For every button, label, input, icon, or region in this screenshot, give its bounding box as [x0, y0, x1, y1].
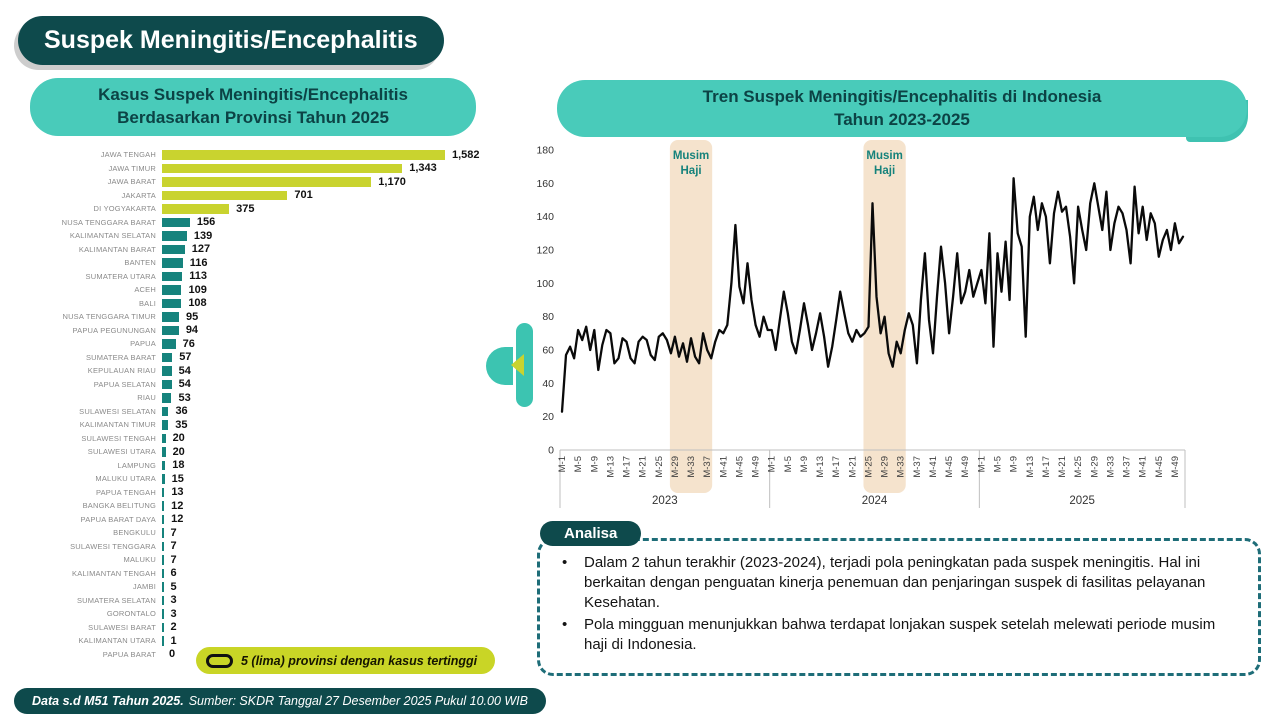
province-value: 1,170 [378, 175, 406, 188]
province-value: 76 [182, 337, 195, 350]
province-bar [162, 366, 172, 376]
year-label: 2023 [652, 495, 678, 507]
province-bar [162, 447, 166, 457]
province-label: PAPUA SELATAN [93, 379, 156, 389]
bar-row [28, 202, 506, 216]
province-value: 375 [236, 202, 255, 215]
province-value: 15 [171, 472, 184, 485]
x-tick-label: M-21 [637, 456, 649, 478]
x-tick-label: M-13 [605, 456, 617, 478]
x-tick-label: M-33 [895, 456, 907, 478]
y-tick-label: 100 [536, 277, 554, 290]
province-bar [162, 164, 402, 174]
bar-chart-title-line1: Kasus Suspek Meningitis/Encephalitis [98, 85, 408, 105]
province-bar [162, 582, 164, 592]
y-tick-label: 60 [542, 344, 554, 357]
bar-row [28, 283, 506, 297]
province-label: JAMBI [132, 582, 156, 592]
province-bar [162, 515, 164, 525]
province-label: SULAWESI TENGAH [81, 433, 156, 443]
province-bar [162, 596, 164, 606]
x-tick-label: M-25 [653, 456, 665, 478]
province-value: 94 [185, 324, 199, 337]
province-label: PAPUA [130, 339, 156, 349]
province-bar [162, 150, 445, 160]
y-tick-label: 160 [536, 177, 554, 190]
province-label: SUMATERA SELATAN [76, 595, 156, 605]
x-tick-label: M-13 [815, 456, 827, 478]
bar-row [28, 216, 506, 230]
province-bar [162, 245, 185, 255]
bar-row [28, 391, 506, 405]
x-tick-label: M-29 [1089, 456, 1101, 478]
province-label: KALIMANTAN TIMUR [79, 420, 156, 430]
province-value: 20 [172, 432, 185, 445]
province-label: NUSA TENGGARA BARAT [61, 217, 156, 227]
province-label: SULAWESI TENGGARA [70, 541, 156, 551]
y-tick-label: 180 [536, 144, 554, 157]
province-label: PAPUA BARAT DAYA [80, 514, 156, 524]
province-value: 139 [193, 229, 213, 242]
province-label: KALIMANTAN UTARA [78, 636, 156, 646]
province-bar [162, 231, 187, 241]
legend-label: 5 (lima) provinsi dengan kasus tertinggi [241, 653, 478, 668]
province-label: JAWA TENGAH [100, 150, 156, 160]
province-value: 54 [178, 364, 191, 377]
x-tick-label: M-13 [1024, 456, 1036, 478]
bar-row [28, 229, 506, 243]
x-tick-label: M-5 [992, 456, 1004, 473]
province-bar [162, 623, 164, 633]
bar-row [28, 175, 506, 189]
province-value: 7 [170, 526, 177, 539]
x-tick-label: M-1 [766, 456, 778, 473]
province-label: SULAWESI SELATAN [79, 406, 156, 416]
province-bar [162, 434, 166, 444]
province-bar [162, 461, 165, 471]
province-value: 127 [191, 243, 211, 256]
analysis-bullet: • Pola mingguan menunjukkan bahwa terdapat lonjakan suspek setelah melewati periode musim haji di Indonesia. [554, 615, 1240, 655]
musim-haji-label: Musim [866, 150, 903, 162]
province-bar [162, 326, 179, 336]
x-tick-label: M-9 [798, 456, 810, 473]
province-value: 116 [189, 256, 208, 269]
province-label: ACEH [134, 285, 156, 295]
bar-row [28, 297, 506, 311]
province-value: 12 [171, 513, 184, 526]
province-label: GORONTALO [106, 609, 156, 619]
bar-row [28, 513, 506, 527]
province-label: SUMATERA BARAT [85, 352, 156, 362]
bar-row [28, 351, 506, 365]
province-value: 12 [171, 499, 184, 512]
musim-haji-label: Haji [874, 165, 896, 177]
bar-row [28, 405, 506, 419]
province-value: 2 [170, 621, 177, 634]
bar-chart-title-line2: Berdasarkan Provinsi Tahun 2025 [117, 108, 389, 127]
x-tick-label: M-17 [831, 456, 843, 478]
x-tick-label: M-25 [1073, 456, 1085, 478]
province-label: LAMPUNG [117, 460, 156, 470]
province-label: SULAWESI BARAT [88, 622, 156, 632]
province-value: 18 [172, 459, 185, 472]
province-label: KEPULAUAN RIAU [87, 366, 156, 376]
bar-chart-title [30, 78, 476, 136]
province-bar [162, 272, 182, 282]
musim-haji-label: Haji [680, 165, 702, 177]
province-bar [162, 177, 371, 187]
bar-row [28, 324, 506, 338]
x-tick-label: M-29 [879, 456, 891, 478]
bar-row [28, 634, 506, 648]
footer-period: Data s.d M51 Tahun 2025. [32, 694, 184, 708]
province-label: BANTEN [124, 258, 156, 268]
x-tick-label: M-9 [589, 456, 601, 473]
province-value: 3 [170, 607, 177, 620]
x-tick-label: M-45 [734, 456, 746, 478]
province-bar [162, 299, 181, 309]
province-label: JAWA BARAT [107, 177, 156, 187]
x-tick-label: M-17 [621, 456, 633, 478]
province-bar-chart [28, 148, 506, 662]
province-label: SUMATERA UTARA [85, 271, 156, 281]
province-value: 7 [170, 540, 177, 553]
bar-row [28, 310, 506, 324]
bar-chart-legend [196, 647, 495, 674]
province-value: 156 [196, 216, 216, 229]
y-tick-label: 20 [542, 411, 554, 424]
y-tick-label: 120 [536, 244, 554, 257]
bar-row [28, 567, 506, 581]
bar-row [28, 445, 506, 459]
province-label: BENGKULU [113, 528, 156, 538]
bar-row [28, 621, 506, 635]
x-tick-label: M-45 [1153, 456, 1165, 478]
province-value: 7 [170, 553, 177, 566]
province-bar [162, 555, 164, 565]
province-label: PAPUA BARAT [102, 649, 156, 659]
x-tick-label: M-5 [573, 456, 585, 473]
year-label: 2024 [861, 495, 888, 507]
bar-row [28, 459, 506, 473]
x-tick-label: M-49 [750, 456, 762, 478]
province-bar [162, 393, 171, 403]
x-tick-label: M-41 [1137, 456, 1149, 478]
province-bar [162, 312, 179, 322]
province-value: 35 [175, 418, 188, 431]
province-value: 3 [170, 594, 177, 607]
bar-row [28, 526, 506, 540]
province-label: JAWA TIMUR [108, 163, 156, 173]
x-tick-label: M-49 [1169, 456, 1181, 478]
province-bar [162, 204, 229, 214]
province-value: 5 [170, 580, 177, 593]
bar-row [28, 189, 506, 203]
province-value: 1 [170, 634, 177, 647]
province-bar [162, 542, 164, 552]
bar-row [28, 553, 506, 567]
data-source-footer [14, 688, 546, 714]
x-tick-label: M-33 [686, 456, 698, 478]
decorative-arrow-icon [511, 354, 524, 376]
x-tick-label: M-37 [1121, 456, 1133, 478]
y-tick-label: 40 [542, 377, 554, 390]
x-tick-label: M-33 [1105, 456, 1117, 478]
musim-haji-band [670, 140, 712, 493]
province-label: SULAWESI UTARA [87, 447, 156, 457]
province-value: 57 [179, 351, 192, 364]
province-label: RIAU [137, 393, 156, 403]
province-bar [162, 407, 168, 417]
province-bar [162, 353, 172, 363]
bar-row [28, 499, 506, 513]
x-tick-label: M-9 [1008, 456, 1020, 473]
province-bar [162, 636, 164, 646]
bar-row [28, 540, 506, 554]
y-tick-label: 80 [542, 311, 554, 324]
province-value: 109 [188, 283, 207, 296]
bar-row [28, 472, 506, 486]
x-tick-label: M-5 [782, 456, 794, 473]
bar-row [28, 378, 506, 392]
province-label: BANGKA BELITUNG [82, 501, 156, 511]
x-tick-label: M-49 [960, 456, 972, 478]
bar-row [28, 418, 506, 432]
line-chart-title [557, 80, 1247, 137]
y-tick-label: 140 [536, 211, 554, 224]
province-value: 0 [169, 648, 176, 661]
y-tick-label: 0 [548, 444, 554, 457]
province-bar [162, 528, 164, 538]
province-label: KALIMANTAN TENGAH [72, 568, 156, 578]
province-label: BALI [138, 298, 156, 308]
highlight-oval-icon [206, 654, 233, 668]
province-value: 701 [294, 189, 313, 202]
x-tick-label: M-29 [669, 456, 681, 478]
province-value: 6 [170, 567, 177, 580]
province-label: DI YOGYAKARTA [93, 204, 156, 214]
province-bar [162, 488, 164, 498]
year-label: 2025 [1069, 495, 1095, 507]
province-bar [162, 609, 164, 619]
province-bar [162, 285, 181, 295]
province-value: 95 [185, 310, 199, 323]
bar-row [28, 337, 506, 351]
x-tick-label: M-41 [927, 456, 939, 478]
bar-row [28, 162, 506, 176]
trend-line-chart [530, 140, 1190, 512]
bar-row [28, 432, 506, 446]
province-bar [162, 474, 165, 484]
x-tick-label: M-37 [702, 456, 714, 478]
bar-row [28, 256, 506, 270]
analysis-box [537, 538, 1261, 676]
musim-haji-label: Musim [672, 150, 710, 162]
province-label: NUSA TENGGARA TIMUR [62, 312, 156, 322]
province-bar [162, 380, 172, 390]
province-value: 54 [178, 378, 191, 391]
page-title: Suspek Meningitis/Encephalitis [18, 16, 444, 65]
province-bar [162, 191, 287, 201]
x-tick-label: M-1 [976, 456, 988, 473]
x-tick-label: M-45 [944, 456, 956, 478]
province-value: 36 [175, 405, 188, 418]
x-tick-label: M-37 [911, 456, 923, 478]
province-bar [162, 569, 164, 579]
province-label: JAKARTA [121, 190, 156, 200]
line-chart-title-line1: Tren Suspek Meningitis/Encephalitis di Indonesia [702, 86, 1102, 106]
province-value: 1,343 [409, 162, 437, 175]
x-tick-label: M-25 [863, 456, 875, 478]
province-value: 113 [189, 270, 207, 283]
bar-row [28, 364, 506, 378]
analysis-bullet-list [554, 553, 1240, 655]
province-bar [162, 339, 176, 349]
x-tick-label: M-1 [557, 456, 569, 473]
province-bar [162, 501, 164, 511]
province-value: 13 [171, 486, 184, 499]
province-value: 53 [178, 391, 191, 404]
province-label: KALIMANTAN BARAT [78, 244, 156, 254]
bar-row [28, 580, 506, 594]
province-value: 1,582 [452, 148, 480, 161]
x-tick-label: M-21 [847, 456, 859, 478]
footer-source: Sumber: SKDR Tanggal 27 Desember 2025 Pukul 10.00 WIB [188, 694, 528, 708]
province-label: MALUKU UTARA [95, 474, 156, 484]
bar-row [28, 486, 506, 500]
province-label: KALIMANTAN SELATAN [69, 231, 156, 241]
province-bar [162, 420, 168, 430]
x-tick-label: M-41 [718, 456, 730, 478]
province-value: 108 [188, 297, 207, 310]
province-bar [162, 258, 183, 268]
x-tick-label: M-21 [1057, 456, 1069, 478]
line-chart-title-line2: Tahun 2023-2025 [834, 109, 970, 129]
bar-row [28, 594, 506, 608]
analysis-header: Analisa [540, 521, 641, 546]
province-label: MALUKU [123, 555, 156, 565]
bar-row [28, 243, 506, 257]
province-value: 20 [172, 445, 185, 458]
bar-row [28, 270, 506, 284]
province-bar [162, 218, 190, 228]
province-label: PAPUA TENGAH [95, 487, 156, 497]
bar-row [28, 607, 506, 621]
bar-row [28, 148, 506, 162]
x-tick-label: M-17 [1040, 456, 1052, 478]
province-label: PAPUA PEGUNUNGAN [72, 325, 156, 335]
analysis-bullet: • Dalam 2 tahun terakhir (2023-2024), terjadi pola peningkatan pada suspek meningitis. Hal ini berkaitan dengan penguatan kinerja penemuan dan penjaringan suspek di fasilitas pelayanan Kesehatan. [554, 553, 1240, 613]
